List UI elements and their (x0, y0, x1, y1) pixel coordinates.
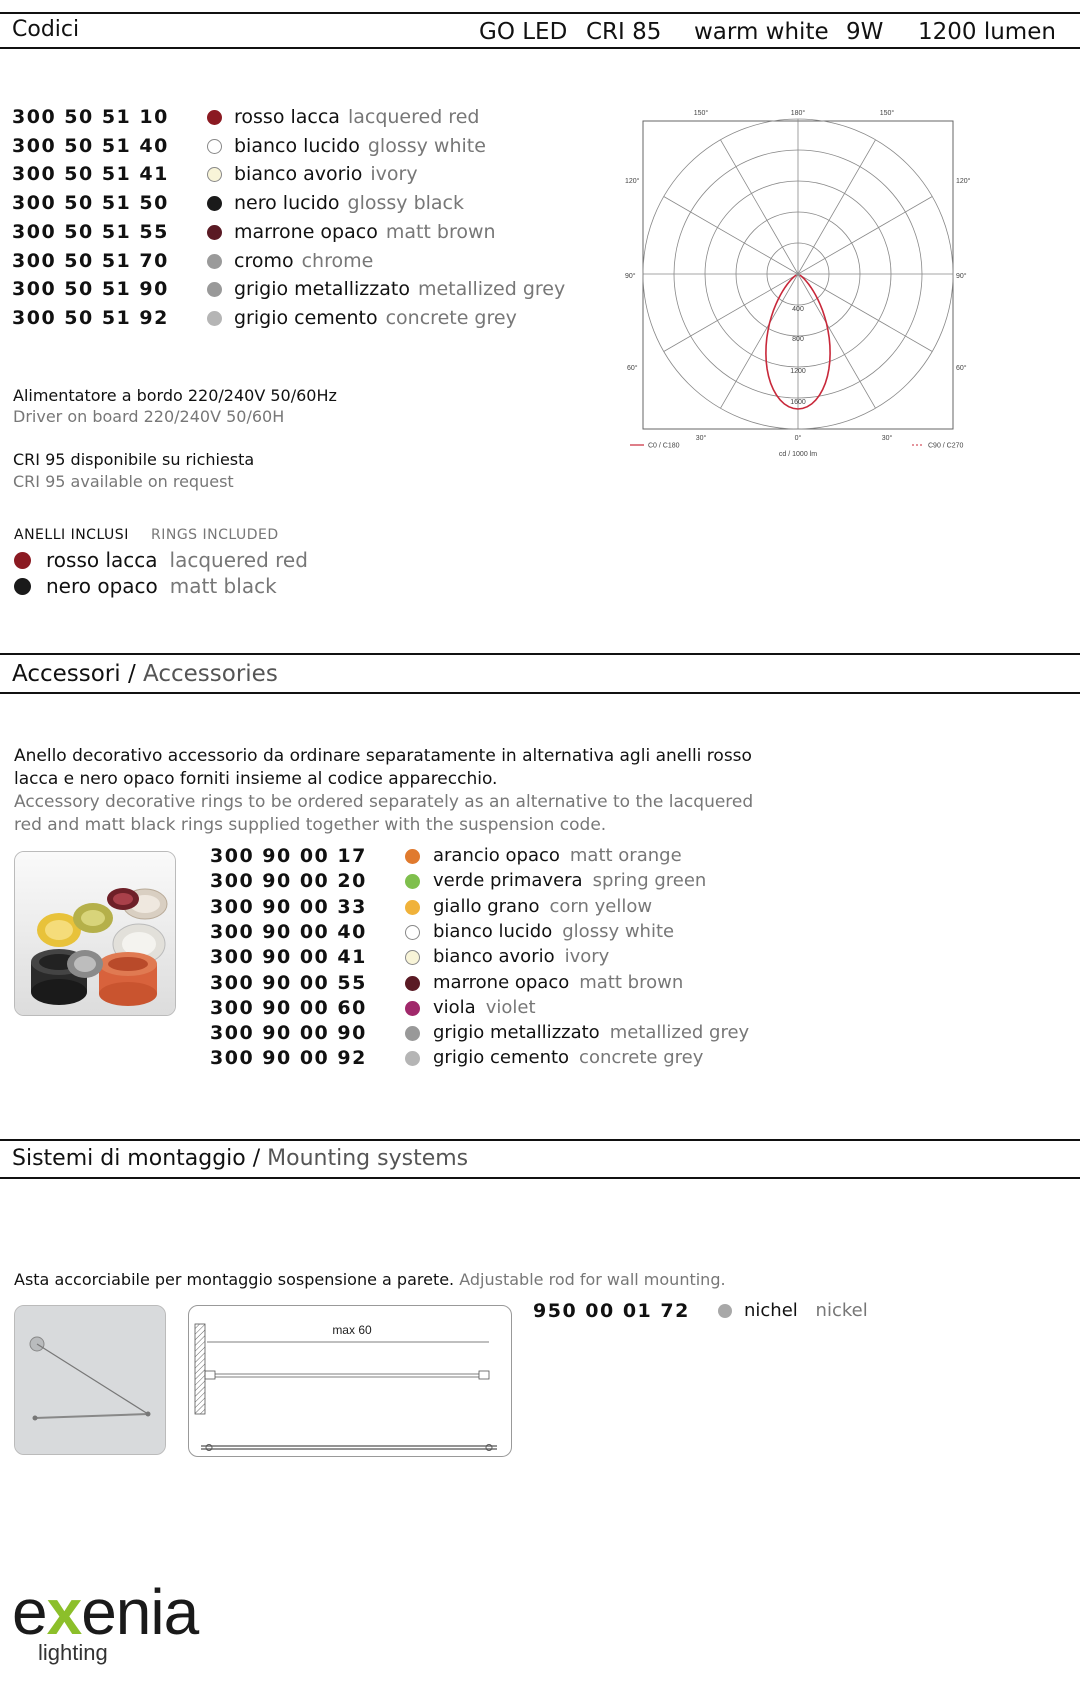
finish-it: grigio cemento (234, 306, 378, 329)
accessory-en: matt brown (579, 971, 684, 993)
rings-title-en: RINGS INCLUDED (151, 527, 279, 543)
color-swatch (207, 139, 222, 154)
accessories-title-en: Accessories (143, 661, 278, 687)
accessory-swatch (405, 874, 420, 889)
accessory-code: 300 90 00 33 (210, 895, 367, 918)
mounting-desc (14, 1270, 726, 1289)
accessory-en: matt orange (569, 845, 682, 866)
accessory-it: arancio opaco (433, 845, 560, 866)
accessory-code: 300 90 00 60 (210, 996, 367, 1019)
radial-1200: 1200 (790, 368, 806, 375)
rod-technical-drawing (189, 1306, 512, 1457)
angle-top-right: 150° (879, 110, 895, 117)
header-rule (0, 47, 1080, 49)
accessory-en: concrete grey (579, 1047, 704, 1069)
driver-it: Alimentatore a bordo 220/240V 50/60Hz (13, 386, 337, 405)
product-code: 300 50 51 10 (12, 106, 169, 128)
rod-max-label: max 60 (332, 1323, 372, 1337)
brand-logo-e: e (12, 1576, 47, 1648)
accessory-en: violet (485, 996, 536, 1018)
ring-it: rosso lacca (46, 548, 158, 572)
brand-name (12, 1576, 199, 1648)
finish-en: concrete grey (385, 306, 517, 329)
product-code: 300 50 51 40 (12, 134, 169, 157)
accessory-swatch (405, 950, 420, 965)
accessory-en: corn yellow (549, 895, 653, 917)
finish-it: nero lucido (234, 192, 340, 215)
angle-bottom-left: 30° (695, 435, 707, 442)
legend-c90: C90 / C270 (928, 442, 964, 450)
brand-tagline: lighting (38, 1640, 108, 1665)
ring-swatch (14, 578, 31, 595)
finish-it: bianco avorio (234, 163, 363, 186)
wall-rod-illustration (15, 1306, 166, 1455)
angle-right-90: 90° (956, 273, 967, 280)
ring-it: nero opaco (46, 574, 158, 598)
polar-unit: cd / 1000 lm (778, 451, 818, 458)
polar-grid (643, 119, 953, 429)
accessories-title-it: Accessori (12, 661, 121, 687)
finish-en: ivory (370, 163, 418, 186)
finish-label (234, 135, 486, 157)
angle-top-center: 180° (790, 110, 806, 117)
angle-left-60: 60° (627, 365, 638, 372)
accessories-desc-it-1: Anello decorativo accessorio da ordinare separatamente in alternativa agli anelli rosso (14, 746, 752, 766)
angle-left-90: 90° (625, 273, 636, 280)
mounting-title-en: Mounting systems (267, 1146, 469, 1171)
cri-note-it: CRI 95 disponibile su richiesta (13, 450, 255, 469)
accessory-label (433, 1022, 749, 1043)
accessory-it: marrone opaco (433, 971, 570, 993)
mounting-finish-en: nickel (815, 1300, 868, 1321)
accessory-swatch (405, 1001, 420, 1016)
angle-bottom-right: 30° (881, 435, 893, 442)
finish-en: chrome (301, 249, 374, 272)
mounting-bottom-rule (0, 1177, 1080, 1179)
accessory-it: bianco avorio (433, 946, 555, 968)
accessories-desc-it-2: lacca e nero opaco forniti insieme al codice apparecchio. (14, 769, 498, 789)
ring-en: matt black (169, 574, 277, 598)
mounting-desc-en: Adjustable rod for wall mounting. (459, 1270, 726, 1289)
brand-logo (12, 1576, 199, 1666)
polar-diagram (622, 100, 982, 465)
driver-en: Driver on board 220/240V 50/60H (13, 407, 285, 426)
accessory-label (433, 921, 674, 942)
accessory-en: glossy white (562, 920, 675, 942)
cri-value: CRI 85 (586, 19, 662, 45)
angle-bottom-center: 0° (794, 435, 802, 442)
accessory-code: 300 90 00 40 (210, 920, 367, 943)
angle-left-120: 120° (625, 178, 640, 185)
color-swatch (207, 110, 222, 125)
accessory-label (433, 845, 682, 866)
accessory-en: metallized grey (609, 1022, 750, 1044)
finish-label (234, 192, 464, 214)
accessory-code: 300 90 00 20 (210, 870, 367, 893)
finish-label (234, 106, 479, 128)
accessory-label (433, 946, 609, 967)
accessories-desc-en-1: Accessory decorative rings to be ordered separately as an alternative to the lacquered (14, 792, 754, 812)
flux-value: 1200 lumen (918, 19, 1056, 45)
rings-title-it: ANELLI INCLUSI (14, 527, 129, 543)
accessory-it: verde primavera (433, 870, 583, 892)
angle-right-120: 120° (956, 178, 971, 185)
cri-note-en: CRI 95 available on request (13, 472, 234, 491)
accessory-code: 300 90 00 92 (210, 1047, 367, 1070)
radial-1600: 1600 (790, 399, 806, 406)
accessory-label (433, 870, 706, 891)
product-code: 300 50 51 90 (12, 278, 169, 301)
finish-it: bianco lucido (234, 134, 360, 157)
color-swatch (207, 225, 222, 240)
rings-illustration (15, 852, 176, 1016)
rod-drawing (188, 1305, 512, 1457)
ring-label (46, 574, 277, 598)
accessory-label (433, 896, 652, 917)
mounting-finish-it: nichel (744, 1300, 798, 1321)
radial-800: 800 (792, 336, 804, 343)
power-value: 9W (846, 19, 884, 45)
accessories-desc-en-2: red and matt black rings supplied together with the suspension code. (14, 815, 607, 835)
product-code: 300 50 51 41 (12, 163, 169, 186)
product-code: 300 50 51 55 (12, 220, 169, 243)
finish-en: glossy white (367, 134, 486, 157)
product-code: 300 50 51 70 (12, 249, 169, 272)
color-swatch (207, 196, 222, 211)
codes-title: Codici (12, 17, 80, 42)
finish-label (234, 307, 517, 329)
finish-label (234, 250, 373, 272)
model-name: GO LED (479, 19, 568, 45)
finish-en: glossy black (347, 192, 465, 215)
accessory-it: viola (433, 996, 476, 1018)
angle-right-60: 60° (956, 365, 967, 372)
finish-it: grigio metallizzato (234, 278, 410, 301)
ring-swatch (14, 552, 31, 569)
color-swatch (207, 167, 222, 182)
finish-en: lacquered red (347, 106, 480, 128)
finish-it: rosso lacca (234, 106, 340, 128)
mounting-finish (744, 1300, 868, 1321)
mounting-code: 950 00 01 72 (533, 1300, 690, 1322)
accessory-swatch (405, 900, 420, 915)
nickel-swatch (718, 1304, 732, 1318)
finish-en: metallized grey (417, 278, 566, 301)
color-temp: warm white (694, 19, 829, 45)
accessory-it: grigio metallizzato (433, 1022, 600, 1044)
radial-400: 400 (792, 306, 804, 313)
color-swatch (207, 282, 222, 297)
accessory-en: ivory (564, 946, 610, 968)
legend-c0: C0 / C180 (648, 442, 680, 450)
accessory-it: bianco lucido (433, 920, 553, 942)
product-code: 300 50 51 50 (12, 192, 169, 215)
accessory-code: 300 90 00 17 (210, 845, 367, 867)
finish-en: matt brown (385, 220, 496, 243)
mounting-top-rule (0, 1139, 1080, 1141)
accessory-code: 300 90 00 55 (210, 971, 367, 994)
finish-label (234, 278, 565, 300)
accessories-title: Accessori / Accessories (12, 661, 278, 687)
accessory-label (433, 972, 683, 993)
brand-logo-rest: enia (81, 1576, 199, 1648)
finish-it: marrone opaco (234, 220, 378, 243)
color-swatch (207, 254, 222, 269)
accessory-en: spring green (592, 870, 707, 892)
accessories-top-rule (0, 653, 1080, 655)
accessory-swatch (405, 1051, 420, 1066)
mounting-desc-it: Asta accorciabile per montaggio sospensione a parete. (14, 1270, 455, 1289)
accessory-swatch (405, 976, 420, 991)
mounting-title-it: Sistemi di montaggio (12, 1146, 246, 1171)
finish-it: cromo (234, 249, 294, 272)
accessories-bottom-rule (0, 692, 1080, 694)
mounting-title: Sistemi di montaggio / Mounting systems (12, 1146, 469, 1171)
angle-top-left: 150° (693, 110, 709, 117)
wall-rod-photo (14, 1305, 166, 1455)
accessory-it: giallo grano (433, 895, 540, 917)
accessory-code: 300 90 00 41 (210, 946, 367, 969)
finish-label (234, 221, 496, 243)
accessory-code: 300 90 00 90 (210, 1022, 367, 1045)
accessory-it: grigio cemento (433, 1047, 570, 1069)
top-rule (0, 12, 1080, 14)
accessory-swatch (405, 925, 420, 940)
rings-photo (14, 851, 176, 1016)
ring-label (46, 548, 308, 572)
color-swatch (207, 311, 222, 326)
brand-logo-x: x (46, 1576, 82, 1648)
accessory-swatch (405, 849, 420, 864)
finish-label (234, 163, 418, 185)
ring-en: lacquered red (169, 548, 308, 572)
product-code: 300 50 51 92 (12, 306, 169, 329)
accessory-swatch (405, 1026, 420, 1041)
accessory-label (433, 997, 536, 1018)
accessory-label (433, 1047, 703, 1068)
